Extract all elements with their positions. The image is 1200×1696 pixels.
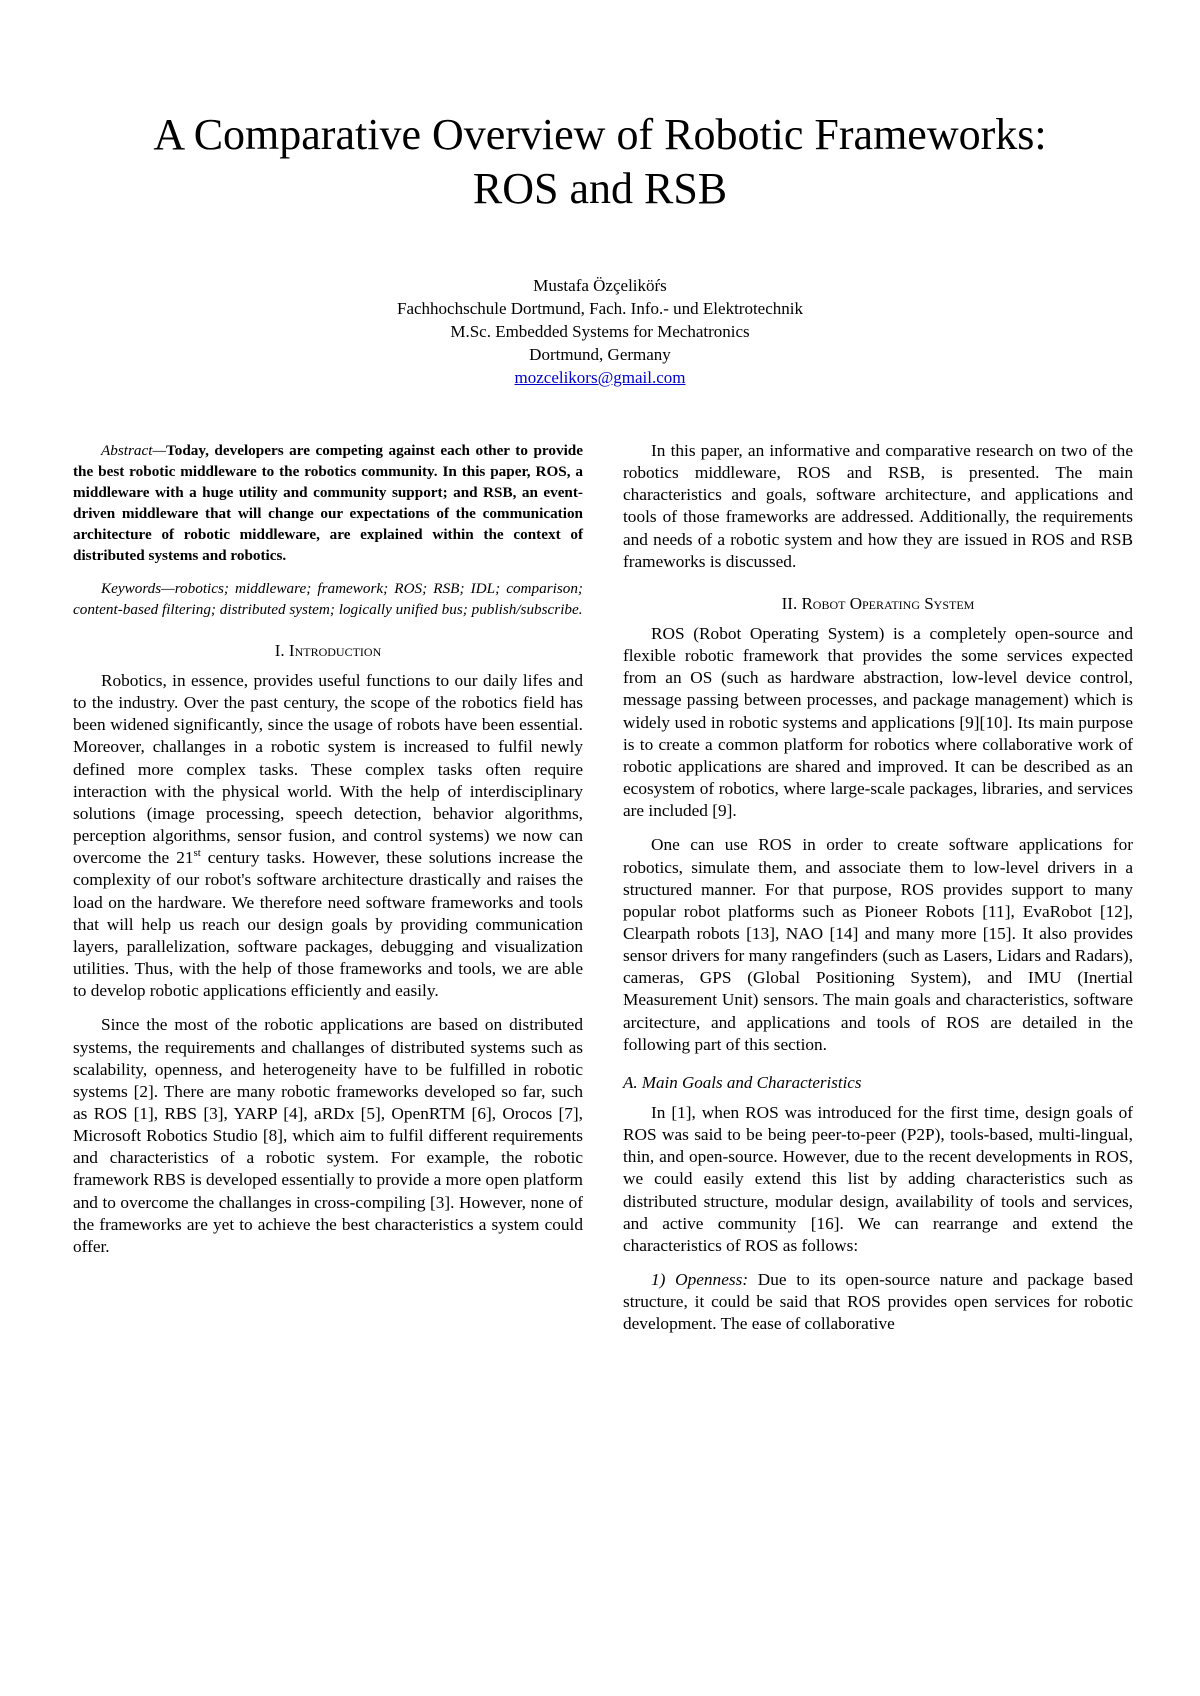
intro-p1-superscript: st <box>193 847 201 860</box>
author-email-link[interactable]: mozcelikors@gmail.com <box>514 368 686 387</box>
intro-p1-part-b: century tasks. However, these solutions increase the complexity of our robot's software architecture drastically and raises the load on the hardware. We therefore need software frameworks and tools that will help us reach our design goals by providing communication layers, parallelization, software packages, debugging and visualization utilities. Thus, with the help of those frameworks and tools, we are able to develop robotic applications efficiently and easily. <box>73 848 583 1001</box>
author-location: Dortmund, Germany <box>529 345 671 364</box>
abstract-lead: Abstract— <box>101 442 166 459</box>
ros-item-openness-text: Due to its open-source nature and package based structure, it could be said that ROS provides open services for robotic development. The ease of collaborative <box>623 1270 1133 1334</box>
intro-paragraph-1 <box>73 670 583 1002</box>
author-block <box>0 274 1200 389</box>
ros-heading: II. Robot Operating System <box>781 593 975 613</box>
keywords: Keywords—robotics; middleware; framework; ROS; RSB; IDL; comparison; content-based filtering; distributed system; logically unified bus; publish/subscribe. <box>73 580 583 618</box>
ros-paragraph-1: ROS (Robot Operating System) is a completely open-source and flexible robotic framework that provides the some services expected from an OS (such as hardware abstraction, low-level device control, message passing between processes, and package management) which is widely used in robotic systems and applications [9][10]. Its main purpose is to create a common platform for robotics where collaborative work of robotic applications are shared and improved. It can be described as an ecosystem of robotics, where large-scale packages, libraries, and services are included [9]. <box>623 623 1133 821</box>
ros-paragraph-2: One can use ROS in order to create software applications for robotics, simulate them, and associate them to low-level drivers in a structured manner. For that purpose, ROS provides support to many popular robot platforms such as Pioneer Robots [11], EvaRobot [12], Clearpath robots [13], NAO [14] and many more [15]. It also provides sensor drivers for many rangefinders (such as Lasers, Lidars and Radars), cameras, GPS (Global Positioning System), and IMU (Inertial Measurement Unit) sensors. The main goals and characteristics, software arcitecture, and applications and tools of ROS are detailed in the following part of this section. <box>623 835 1133 1054</box>
abstract <box>73 440 583 566</box>
paper-title <box>0 108 1200 216</box>
intro-p1-part-a: Robotics, in essence, provides useful functions to our daily lifes and to the industry. Over the past century, the scope of the robotics field has been widened significantly, since the usage of robots have been essential. Moreover, challanges in a robotic system is increased to fulfil newly defined more complex tasks. These complex tasks often require interaction with the physical world. With the help of interdisciplinary solutions (image processing, speech detection, behavior algorithms, perception algorithms, sensor fusion, and control systems) we now can overcome the 21 <box>73 671 583 868</box>
author-name: Mustafa Özçeliköŕs <box>533 276 667 295</box>
author-affiliation-1: Fachhochschule Dortmund, Fach. Info.- und Elektrotechnik <box>396 299 803 318</box>
ros-paragraph-3: In [1], when ROS was introduced for the first time, design goals of ROS was said to be being peer-to-peer (P2P), tools-based, multi-lingual, thin, and open-source. However, due to the recent developments in ROS, we could easily extend this list by adding characteristics such as distributed structure, modular design, availability of tools and services, and active community [16]. We can rearrange and extend the characteristics of ROS as follows: <box>623 1102 1133 1255</box>
author-affiliation-2: M.Sc. Embedded Systems for Mechatronics <box>450 322 750 341</box>
right-column <box>623 440 1133 1335</box>
right-intro-paragraph: In this paper, an informative and comparative research on two of the robotics middleware, ROS and RSB, is presented. The main characteristics and goals, software architecture, and applications and tools of those frameworks are addressed. Additionally, the requirements and needs of a robotic system and how they are issued in ROS and RSB frameworks is discussed. <box>623 441 1133 571</box>
ros-item-openness <box>623 1269 1133 1335</box>
abstract-text: Today, developers are competing against each other to provide the best robotic middleware to the robotics community. In this paper, ROS, a middleware with a huge utility and community support; and RSB, an event-driven middleware that will change our expectations of the communication architecture of robotic middleware, are explained within the context of distributed systems and robotics. <box>73 442 583 564</box>
ros-subheading-goals: A. Main Goals and Characteristics <box>623 1072 862 1092</box>
intro-paragraph-2: Since the most of the robotic applications are based on distributed systems, the requirements and challanges of distributed systems such as scalability, openness, and heterogeneity have to be fulfilled in robotic systems [2]. There are many robotic frameworks developed so far, such as ROS [1], RBS [3], YARP [4], aRDx [5], OpenRTM [6], Orocos [7], Microsoft Robotics Studio [8], which aim to fulfil different requirements and characteristics of a robotic system. For example, the robotic framework RBS is developed essentially to provide a more open platform and to overcome the challanges in cross-compiling [3]. However, none of the frameworks are yet to achieve the best characteristics a system could offer. <box>73 1015 583 1256</box>
left-column <box>73 440 583 1258</box>
title-line-2: ROS and RSB <box>472 164 728 213</box>
intro-heading: I. Introduction <box>274 641 382 660</box>
title-line-1: A Comparative Overview of Robotic Frameworks: <box>153 110 1047 159</box>
ros-item-openness-label: 1) Openness: <box>651 1270 749 1289</box>
